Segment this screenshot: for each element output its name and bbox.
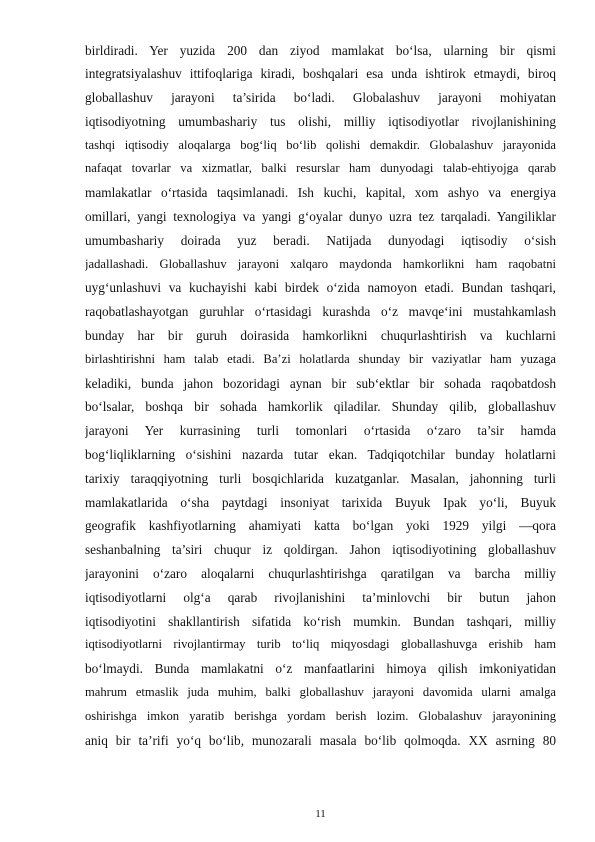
- text-line: jarayoni Yer kurrasining turli tomonlari o‘rtasida o‘zaro ta’sir hamda: [85, 423, 556, 439]
- text-line: geografik kashfiyotlarning ahamiyati katta bo‘lgan yoki 1929 yilgi ―qora: [85, 518, 556, 534]
- text-line: seshanba‖ning ta’siri chuqur iz qoldirgan. Jahon iqtisodiyotining globallashuv: [85, 542, 556, 558]
- text-line: bo‘lmaydi. Bunda mamlakatni o‘z manfaatlarini himoya qilish imkoniyatidan: [85, 661, 556, 677]
- text-line: jarayonini o‘zaro aloqalarni chuqurlashtirishga qaratilgan va barcha milliy: [85, 566, 556, 582]
- text-line: integratsiyalashuv ittifoqlariga kiradi, boshqalari esa unda ishtirok etmaydi, biroq: [85, 66, 556, 82]
- text-line: omillari, yangi texnologiya va yangi g‘oyalar dunyo uzra tez tarqaladi. Yangiliklar: [85, 209, 556, 225]
- text-line: birlashtirishni ham talab etadi. Ba’zi holatlarda shunday bir vaziyatlar ham yuzaga: [85, 351, 556, 366]
- text-line: mahrum etmaslik juda muhim, balki globallashuv jarayoni davomida ularni amalga: [85, 685, 556, 700]
- text-line: birldiradi. Yer yuzida 200 dan ziyod mamlakat bo‘lsa, ularning bir qismi: [85, 42, 556, 58]
- page-number: 11: [315, 808, 326, 820]
- text-line: bo‘lsalar, boshqa bir sohada hamkorlik qiladilar. Shunday qilib, globallashuv: [85, 399, 556, 415]
- text-line: oshirishga imkon yaratib berishga yordam berish lozim. Globalashuv jarayonining: [85, 708, 556, 723]
- text-line: iqtisodiyotning umumbashariy tus olishi, milliy iqtisodiyotlar rivojlanishining: [85, 113, 556, 129]
- text-line: uyg‘unlashuvi va kuchayishi kabi birdek o‘zida namoyon etadi. Bundan tashqari,: [85, 280, 556, 296]
- text-line: iqtisodiyotlarni rivojlantirmay turib to‘liq miqyosdagi globallashuvga erishib ham: [85, 637, 556, 652]
- text-line: nafaqat tovarlar va xizmatlar, balki resurslar ham dunyodagi talab-ehtiyojga qarab: [85, 161, 556, 176]
- text-line: aniq bir ta’rifi yo‘q bo‘lib, munozarali masala bo‘lib qolmoqda. XX asrning 80: [85, 732, 556, 748]
- text-line: bunday har bir guruh doirasida hamkorlikni chuqurlashtirish va kuchlarni: [85, 328, 556, 344]
- text-line: umumbashariy doirada yuz beradi. Natijada dunyodagi iqtisodiy o‘sish: [85, 232, 556, 248]
- text-line: tashqi iqtisodiy aloqalarga bog‘liq bo‘lib qolishi demakdir. Globalashuv jarayonida: [85, 137, 556, 152]
- text-line: jadallashadi. Globallashuv jarayoni xalqaro maydonda hamkorlikni ham raqobatni: [85, 256, 556, 271]
- text-line: tarixiy taraqqiyotning turli bosqichlarida kuzatganlar. Masalan, jahonning turli: [85, 470, 556, 486]
- text-line: mamlakatlarida o‘sha paytdagi insoniyat tarixida Buyuk Ipak yo‘li, Buyuk: [85, 494, 556, 510]
- text-line: bog‘liqliklarning o‘sishini nazarda tutar ekan. Tadqiqotchilar bunday holatlarni: [85, 447, 556, 463]
- text-line: iqtisodiyotini shakllantirish sifatida ko‘rish mumkin. Bundan tashqari, milliy: [85, 613, 556, 629]
- text-line: globallashuv jarayoni ta’sirida bo‘ladi. Globalashuv jarayoni mohiyatan: [85, 90, 556, 106]
- text-line: mamlakatlar o‘rtasida taqsimlanadi. Ish kuchi, kapital, xom ashyo va energiya: [85, 185, 556, 201]
- text-line: iqtisodiyotlarni olg‘a qarab rivojlanishini ta’minlovchi bir butun jahon: [85, 589, 556, 605]
- text-line: raqobatlashayotgan guruhlar o‘rtasidagi kurashda o‘z mavqe‘ini mustahkamlash: [85, 304, 556, 320]
- text-line: keladiki, bunda jahon bozoridagi aynan bir sub‘ektlar bir sohada raqobatdosh: [85, 375, 556, 391]
- body-text: [85, 39, 556, 753]
